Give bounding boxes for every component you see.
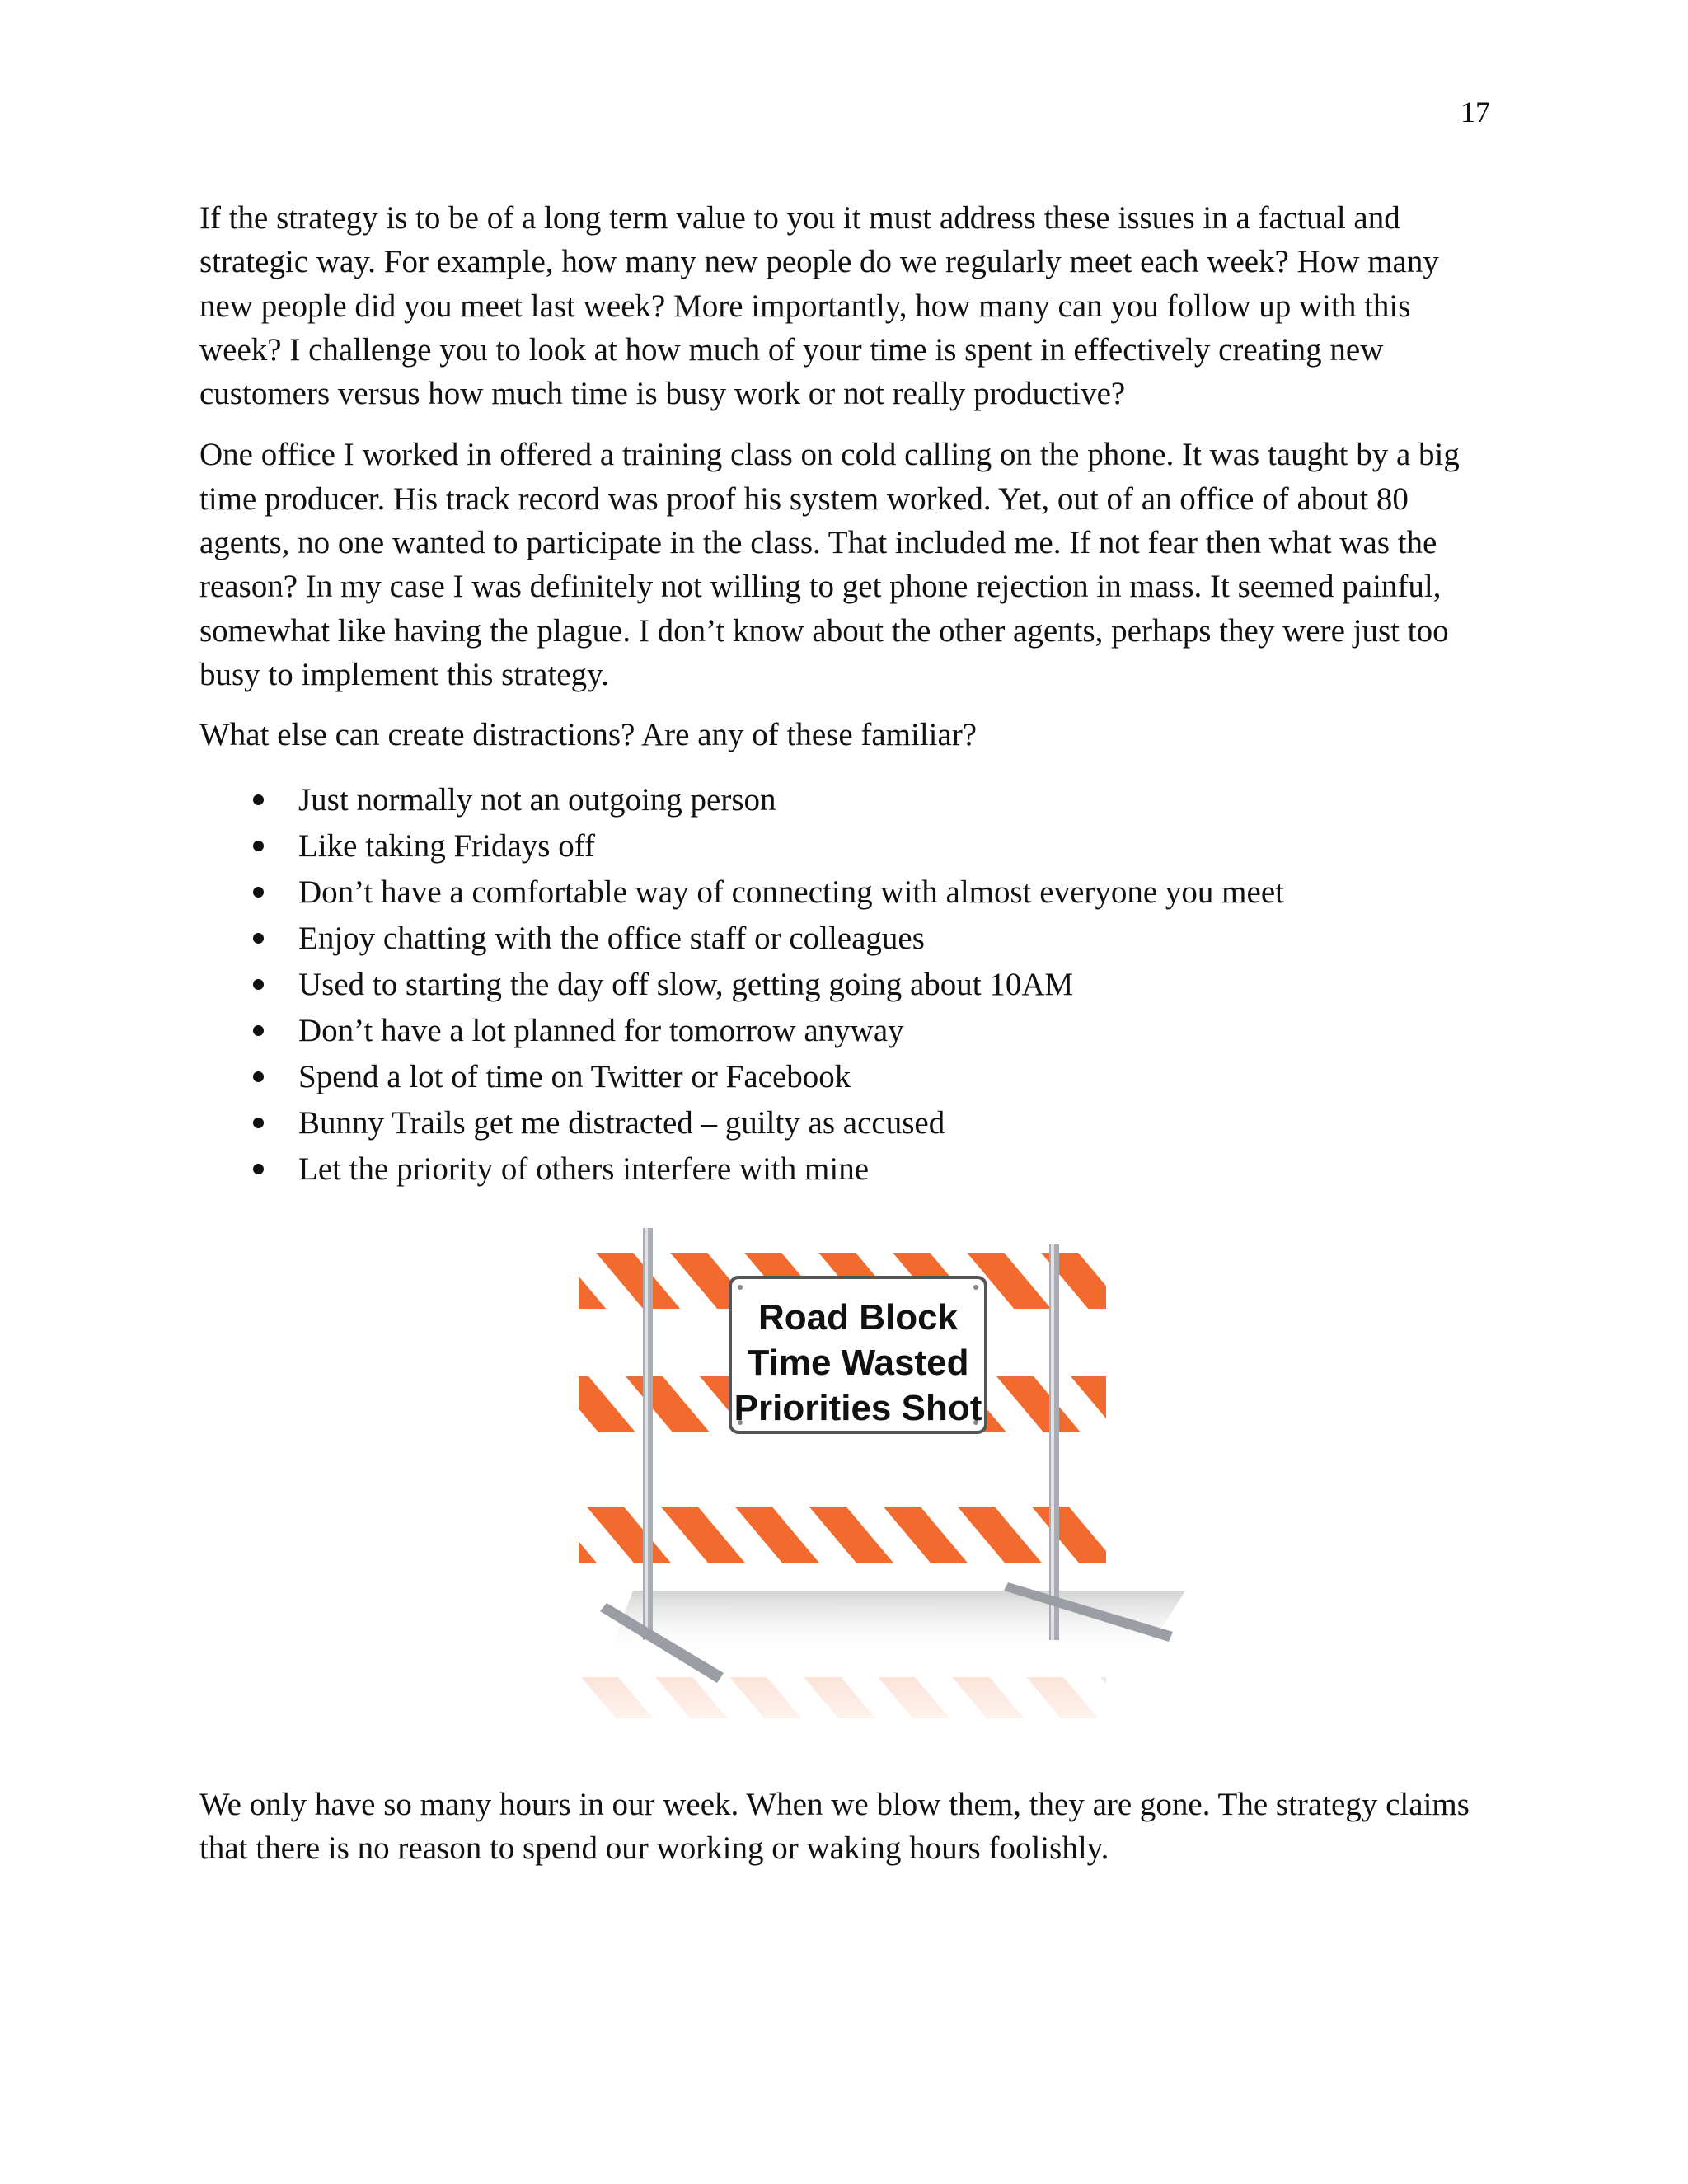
sign-line-2: Time Wasted <box>747 1343 969 1383</box>
list-item <box>199 823 1498 869</box>
bullet-icon <box>253 1164 264 1174</box>
sign-line-3: Priorities Shot <box>734 1388 982 1428</box>
list-item <box>199 1146 1498 1193</box>
list-item <box>199 777 1498 823</box>
bullet-icon <box>253 887 264 898</box>
list-item <box>199 1100 1498 1146</box>
bullet-icon <box>253 794 264 805</box>
list-item-text: Let the priority of others interfere with mine <box>298 1151 870 1187</box>
list-item-text: Spend a lot of time on Twitter or Facebook <box>298 1058 851 1094</box>
paragraph-cold-calling: One office I worked in offered a training class on cold calling on the phone. It was taught by a big time producer. His track record was proof his system worked. Yet, out of an office of about 80 agents, no one wanted to participate in the class. That included me. If not fear then what was the reason? In my case I was definitely not willing to get phone rejection in mass. It seemed painful, somewhat like having the plague. I don’t know about the other agents, perhaps they were just too busy to implement this strategy. <box>199 437 1460 692</box>
list-item-text: Like taking Fridays off <box>298 827 595 864</box>
road-barricade-illustration <box>575 1228 1193 1760</box>
sign-line-1: Road Block <box>757 1297 959 1338</box>
list-item-text: Don’t have a lot planned for tomorrow anyway <box>298 1012 904 1048</box>
paragraph-hours: We only have so many hours in our week. When we blow them, they are gone. The strategy claims that there is no reason to spend our working or waking hours foolishly. <box>199 1787 1470 1867</box>
list-item-text: Don’t have a comfortable way of connecting with almost everyone you meet <box>298 874 1284 910</box>
bullet-icon <box>253 979 264 990</box>
paragraph-distractions-intro: What else can create distractions? Are any of these familiar? <box>199 717 978 753</box>
list-item <box>199 1054 1498 1100</box>
bullet-icon <box>253 933 264 944</box>
list-item <box>199 916 1498 962</box>
distractions-list <box>199 777 1498 1193</box>
barricade-rail-bottom <box>579 1507 1106 1563</box>
bullet-icon <box>253 841 264 851</box>
list-item <box>199 962 1498 1008</box>
list-item <box>199 1008 1498 1054</box>
page-number: 17 <box>1461 96 1490 129</box>
body-text <box>199 196 1498 1193</box>
bullet-icon <box>253 1025 264 1036</box>
list-item-text: Used to starting the day off slow, getting going about 10AM <box>298 966 1074 1002</box>
road-barricade-icon <box>575 1228 1193 1760</box>
bullet-icon <box>253 1118 264 1128</box>
list-item-text: Just normally not an outgoing person <box>298 781 776 818</box>
paragraph-strategy: If the strategy is to be of a long term value to you it must address these issues in a factual and strategic way. For example, how many new people do we regularly meet each week? How many new people did you meet last week? More importantly, how many can you follow up with this week? I challenge you to look at how much of your time is spent in effectively creating new customers versus how much time is busy work or not really productive? <box>199 200 1439 412</box>
bullet-icon <box>253 1071 264 1082</box>
list-item-text: Enjoy chatting with the office staff or colleagues <box>298 920 925 956</box>
list-item-text: Bunny Trails get me distracted – guilty as accused <box>298 1104 945 1141</box>
list-item <box>199 869 1498 916</box>
